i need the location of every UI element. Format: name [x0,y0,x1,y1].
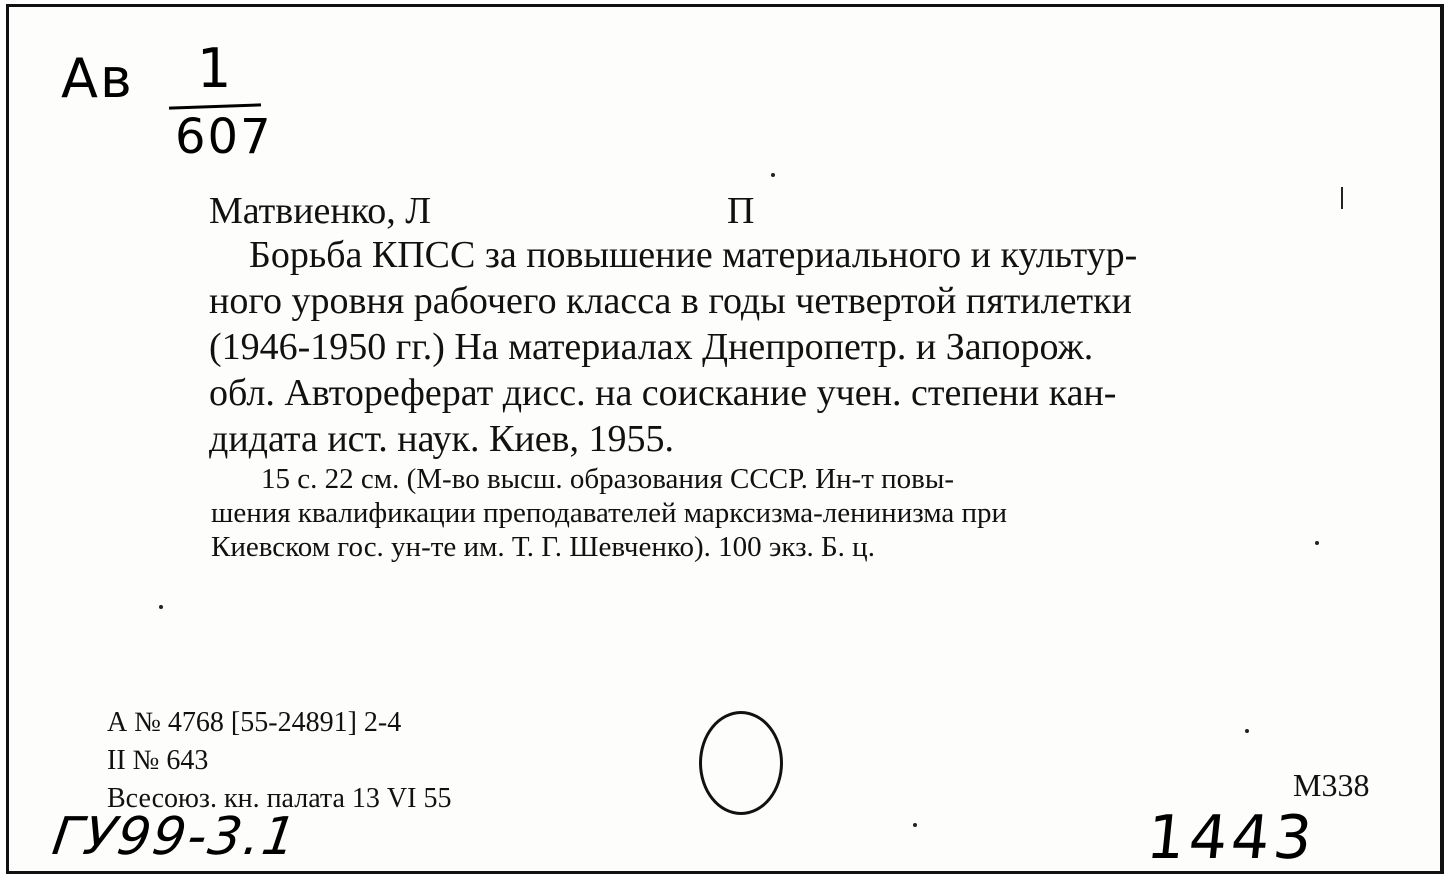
registry-line: Всесоюз. кн. палата 13 VI 55 [107,783,452,814]
title-line: обл. Автореферат дисс. на соискание учен. степени кан- [209,372,1117,414]
handwritten-note-right: 1443 [1143,803,1320,873]
catalog-card [6,4,1444,874]
shelf-mark-fraction [167,37,277,165]
description-line: Киевском гос. ун-те им. Т. Г. Шевченко). 100 экз. Б. ц. [211,531,875,563]
author-name: Матвиенко, Л [209,190,432,232]
speck [159,605,163,609]
shelf-mark-prefix: Ав [61,47,134,110]
speck [1245,729,1249,733]
punch-hole [699,711,783,815]
registry-code: М338 [1293,767,1370,803]
speck [771,173,775,177]
title-line: дидата ист. наук. Киев, 1955. [209,418,674,460]
registry-line: А № 4768 [55-24891] 2-4 [107,707,402,738]
description-line: шения квалификации преподавателей марксизма-ленинизма при [211,497,1008,529]
title-line: (1946-1950 гг.) На материалах Днепропетр. и Запорож. [209,326,1094,368]
author-initial: П [727,190,755,232]
speck [913,823,917,827]
shelf-mark-numerator: 1 [197,37,232,100]
title-line: Борьба КПСС за повышение материального и культур- [249,234,1138,276]
title-line: ного уровня рабочего класса в годы четвертой пятилетки [209,280,1132,322]
shelf-mark-denominator: 607 [175,109,273,165]
handwritten-note-left: ГУ99-3.1 [48,807,302,867]
registry-line: II № 643 [107,745,209,776]
speck [1315,541,1319,545]
speck [1341,187,1343,209]
description-line: 15 с. 22 см. (М-во высш. образования СССР. Ин-т повы- [261,463,954,495]
